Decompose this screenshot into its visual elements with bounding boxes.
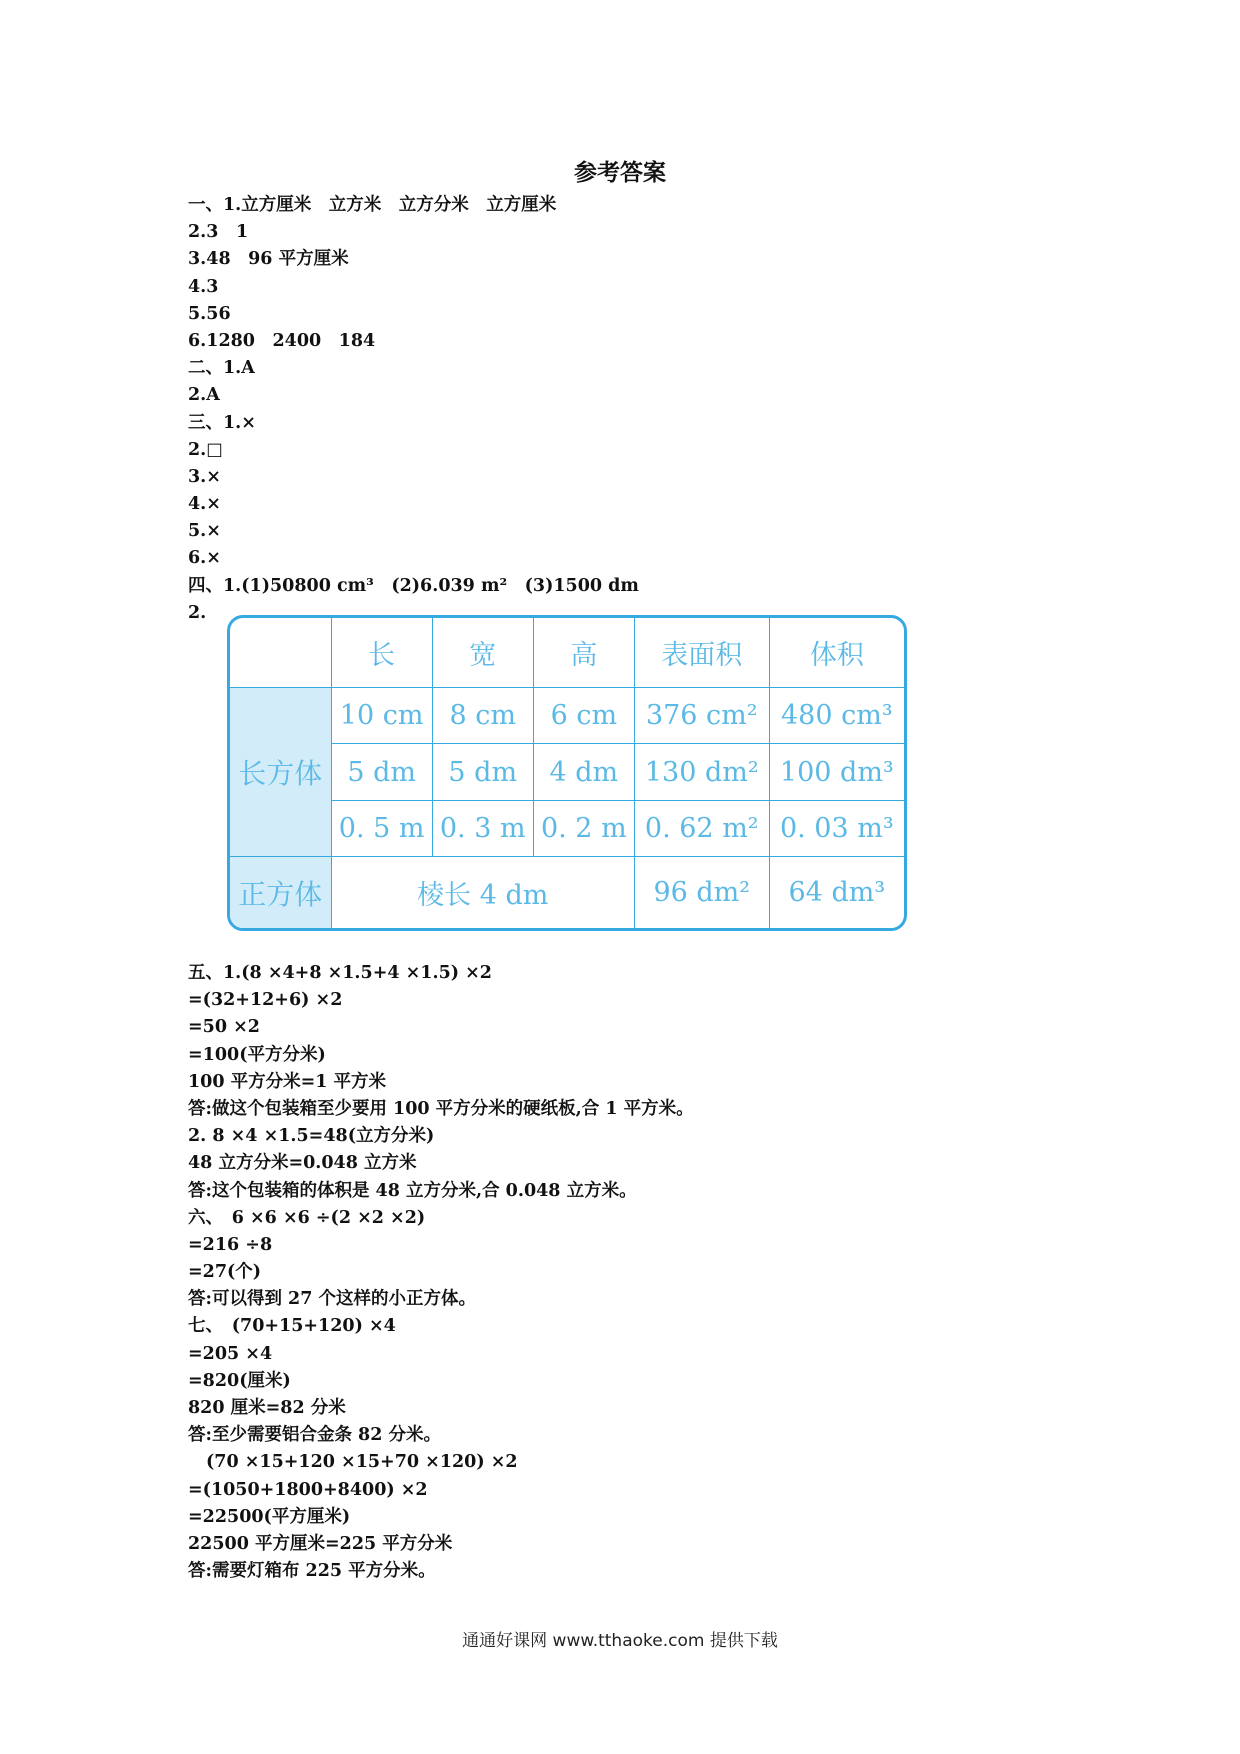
answer-line: (70 ×15+120 ×15+70 ×120) ×2 (206, 1452, 518, 1473)
answer-line: 六、 6 ×6 ×6 ÷(2 ×2 ×2) (188, 1207, 426, 1228)
table-header-cell: 高 (533, 618, 634, 688)
table-cell: 0. 62 m² (634, 800, 769, 856)
answer-line: 2. 8 ×4 ×1.5=48(立方分米) (188, 1126, 435, 1147)
table-cell: 0. 3 m (432, 800, 533, 856)
answer-line: 答:需要灯箱布 225 平方分米。 (188, 1561, 436, 1582)
answer-line: 5.× (188, 521, 221, 542)
table-header-cell: 宽 (432, 618, 533, 688)
answer-line: =820(厘米) (188, 1370, 291, 1391)
table-cell: 5 dm (331, 744, 432, 800)
answer-line: 5.56 (188, 303, 231, 324)
answer-line: =22500(平方厘米) (188, 1506, 351, 1527)
cube-surface-cell: 96 dm² (634, 857, 769, 928)
answer-line: 4.3 (188, 276, 219, 297)
answer-line: 答:这个包装箱的体积是 48 立方分米,合 0.048 立方米。 (188, 1180, 637, 1201)
answer-line: 100 平方分米=1 平方米 (188, 1071, 387, 1092)
table-row (230, 688, 904, 744)
answer-line: =(1050+1800+8400) ×2 (188, 1479, 428, 1500)
table-header-cell: 长 (331, 618, 432, 688)
answer-line: 一、1.立方厘米 立方米 立方分米 立方厘米 (188, 195, 557, 215)
answer-line: 4.× (188, 494, 221, 515)
answer-line: 答:至少需要铝合金条 82 分米。 (188, 1425, 441, 1446)
table-corner-cell (230, 618, 331, 688)
answer-line: 6.1280 2400 184 (188, 330, 376, 351)
answer-line: =216 ÷8 (188, 1234, 273, 1255)
answer-line: 820 厘米=82 分米 (188, 1398, 346, 1418)
answer-line: =(32+12+6) ×2 (188, 990, 343, 1011)
cube-label: 正方体 (230, 857, 331, 928)
answer-line: 四、1.(1)50800 cm³ (2)6.039 m² (3)1500 dm (188, 575, 639, 596)
table-cell: 6 cm (533, 688, 634, 744)
answer-line: 三、1.× (188, 412, 256, 433)
table-cell: 4 dm (533, 744, 634, 800)
footer-credit: 通通好课网 www.tthaoke.com 提供下载 (462, 1631, 778, 1651)
table-cell: 0. 5 m (331, 800, 432, 856)
table-cell: 0. 03 m³ (769, 800, 904, 856)
answer-line: =100(平方分米) (188, 1044, 326, 1065)
answer-line: =205 ×4 (188, 1343, 273, 1364)
table-header-cell: 表面积 (634, 618, 769, 688)
table-cell: 5 dm (432, 744, 533, 800)
cube-volume-cell: 64 dm³ (769, 857, 904, 928)
answer-line: 6.× (188, 548, 221, 569)
cuboid-label: 长方体 (230, 688, 331, 857)
table-cell: 480 cm³ (769, 688, 904, 744)
answer-line: 22500 平方厘米=225 平方分米 (188, 1533, 453, 1554)
table-cell: 130 dm² (634, 744, 769, 800)
table-cell: 10 cm (331, 688, 432, 744)
table-row (230, 800, 904, 856)
table-cell: 376 cm² (634, 688, 769, 744)
answer-line: 答:做这个包装箱至少要用 100 平方分米的硬纸板,合 1 平方米。 (188, 1098, 694, 1119)
answer-line: 二、1.A (188, 358, 255, 379)
answer-line: 2.□ (188, 439, 223, 460)
answer-line: 3.× (188, 466, 221, 487)
answer-line: =50 ×2 (188, 1017, 260, 1038)
table-cell: 0. 2 m (533, 800, 634, 856)
answer-line: 答:可以得到 27 个这样的小正方体。 (188, 1289, 476, 1310)
answer-line: 五、1.(8 ×4+8 ×1.5+4 ×1.5) ×2 (188, 963, 492, 983)
answer-line: 2. (188, 602, 207, 623)
answer-line: 48 立方分米=0.048 立方米 (188, 1153, 417, 1174)
dimension-table (227, 615, 907, 931)
table-cell: 100 dm³ (769, 744, 904, 800)
page-title: 参考答案 (574, 159, 666, 186)
table-cell: 8 cm (432, 688, 533, 744)
table-header-row (230, 618, 904, 688)
answer-line: 七、 (70+15+120) ×4 (188, 1316, 396, 1337)
answer-line: =27(个) (188, 1262, 262, 1283)
cube-edge-cell: 棱长 4 dm (331, 857, 634, 928)
answer-line: 3.48 96 平方厘米 (188, 249, 349, 270)
table-row (230, 857, 904, 928)
answer-line: 2.A (188, 385, 220, 406)
answer-line: 2.3 1 (188, 222, 249, 243)
table-row (230, 744, 904, 800)
table-header-cell: 体积 (769, 618, 904, 688)
